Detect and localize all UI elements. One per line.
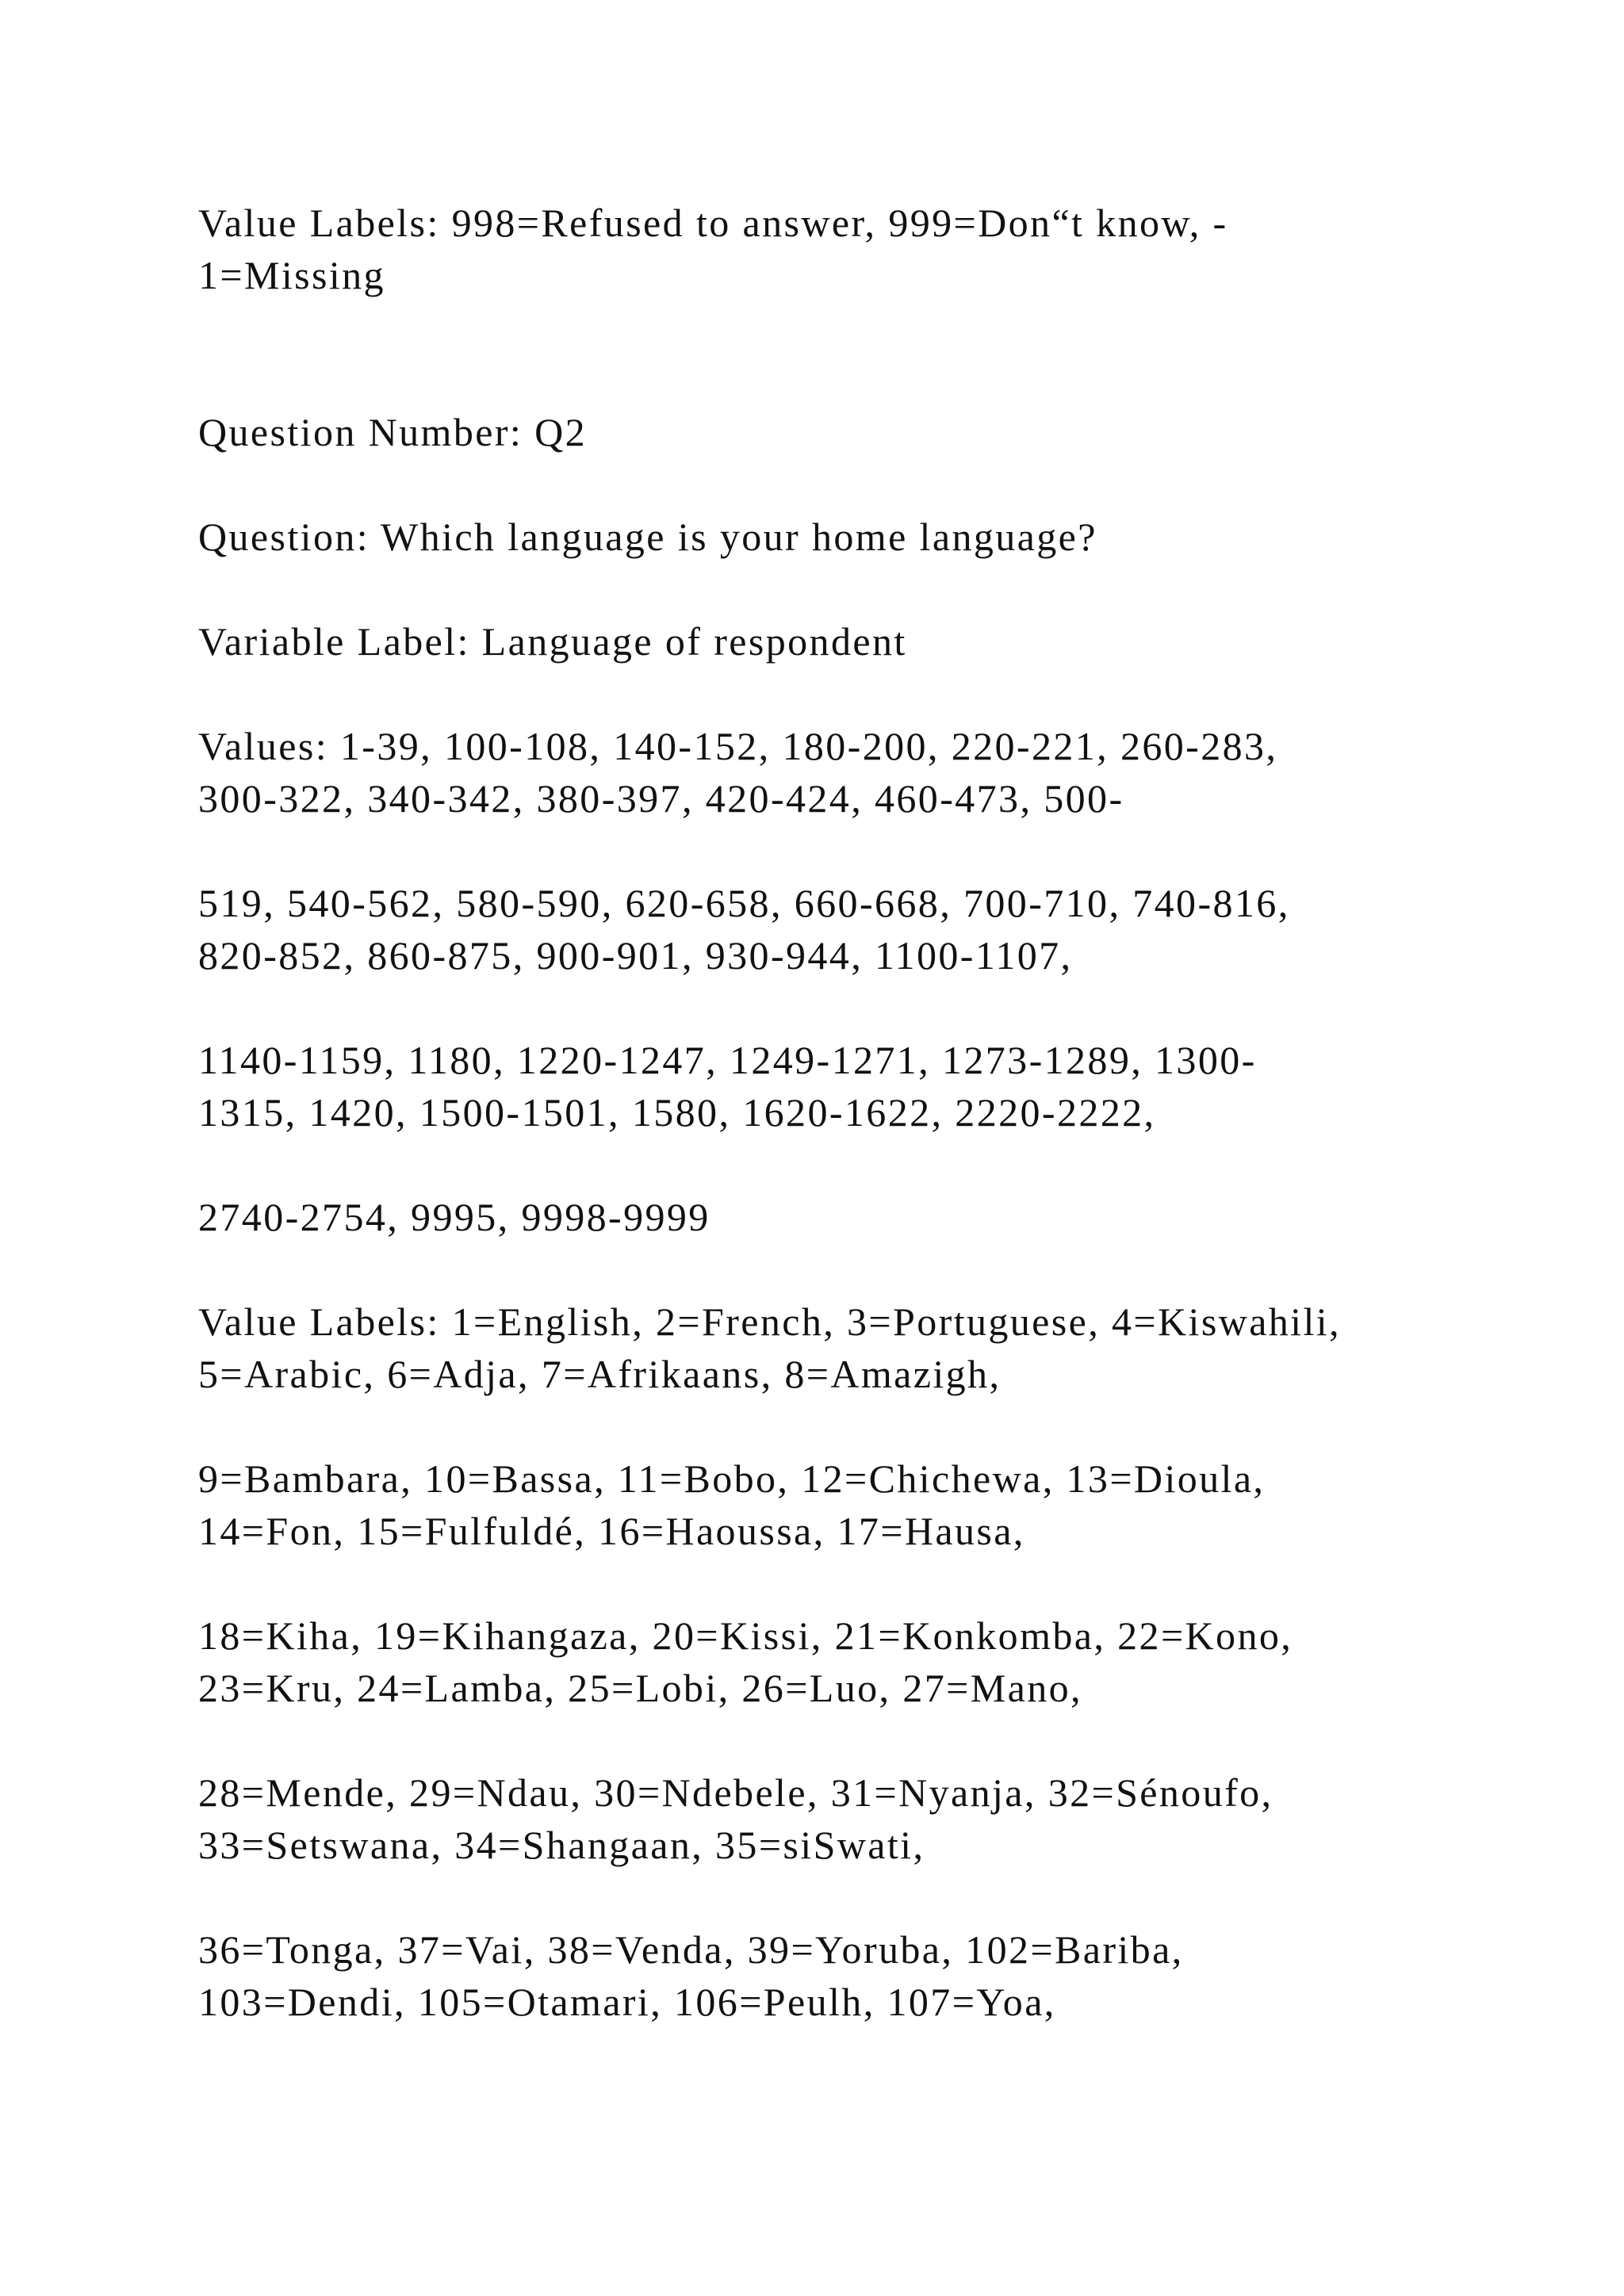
text-line: 1315, 1420, 1500-1501, 1580, 1620-1622, 2220-2222,	[198, 1090, 1156, 1135]
paragraph-values-2	[198, 877, 1507, 982]
text-line: Question: Which language is your home language?	[198, 515, 1097, 559]
text-line: 18=Kiha, 19=Kihangaza, 20=Kissi, 21=Konkomba, 22=Kono,	[198, 1613, 1293, 1658]
paragraph-values-3	[198, 1034, 1507, 1138]
paragraph-question-number	[198, 406, 1507, 458]
text-line: 2740-2754, 9995, 9998-9999	[198, 1195, 710, 1239]
paragraph-value-labels-2	[198, 1452, 1507, 1557]
text-line: 36=Tonga, 37=Vai, 38=Venda, 39=Yoruba, 102=Bariba,	[198, 1927, 1184, 1972]
text-line: 300-322, 340-342, 380-397, 420-424, 460-473, 500-	[198, 776, 1124, 821]
text-line: 820-852, 860-875, 900-901, 930-944, 1100-1107,	[198, 933, 1073, 978]
text-line: 9=Bambara, 10=Bassa, 11=Bobo, 12=Chichewa, 13=Dioula,	[198, 1456, 1266, 1501]
text-line: 33=Setswana, 34=Shangaan, 35=siSwati,	[198, 1823, 925, 1867]
text-line: Variable Label: Language of respondent	[198, 619, 907, 664]
paragraph-value-labels-5	[198, 1923, 1507, 2028]
text-line: Values: 1-39, 100-108, 140-152, 180-200, 220-221, 260-283,	[198, 724, 1278, 768]
text-line: 23=Kru, 24=Lamba, 25=Lobi, 26=Luo, 27=Mano,	[198, 1666, 1082, 1710]
text-line: Value Labels: 1=English, 2=French, 3=Portuguese, 4=Kiswahili,	[198, 1299, 1341, 1344]
text-line: 103=Dendi, 105=Otamari, 106=Peulh, 107=Yoa,	[198, 1980, 1056, 2024]
text-line: 1140-1159, 1180, 1220-1247, 1249-1271, 1273-1289, 1300-	[198, 1038, 1257, 1082]
text-line: 5=Arabic, 6=Adja, 7=Afrikaans, 8=Amazigh,	[198, 1352, 1002, 1396]
paragraph-value-labels-missing	[198, 197, 1507, 301]
text-line: 1=Missing	[198, 253, 385, 297]
paragraph-question	[198, 511, 1507, 563]
text-line: Question Number: Q2	[198, 410, 587, 454]
paragraph-value-labels-4	[198, 1766, 1507, 1871]
paragraph-values-1	[198, 720, 1507, 825]
text-line: Value Labels: 998=Refused to answer, 999=Don“t know, -	[198, 201, 1228, 245]
paragraph-values-4	[198, 1191, 1507, 1243]
text-line: 14=Fon, 15=Fulfuldé, 16=Haoussa, 17=Hausa,	[198, 1509, 1025, 1553]
text-line: 519, 540-562, 580-590, 620-658, 660-668, 700-710, 740-816,	[198, 881, 1290, 925]
paragraph-variable-label	[198, 615, 1507, 668]
paragraph-value-labels-3	[198, 1609, 1507, 1714]
paragraph-value-labels-1	[198, 1295, 1507, 1400]
text-line: 28=Mende, 29=Ndau, 30=Ndebele, 31=Nyanja, 32=Sénoufo,	[198, 1770, 1274, 1815]
